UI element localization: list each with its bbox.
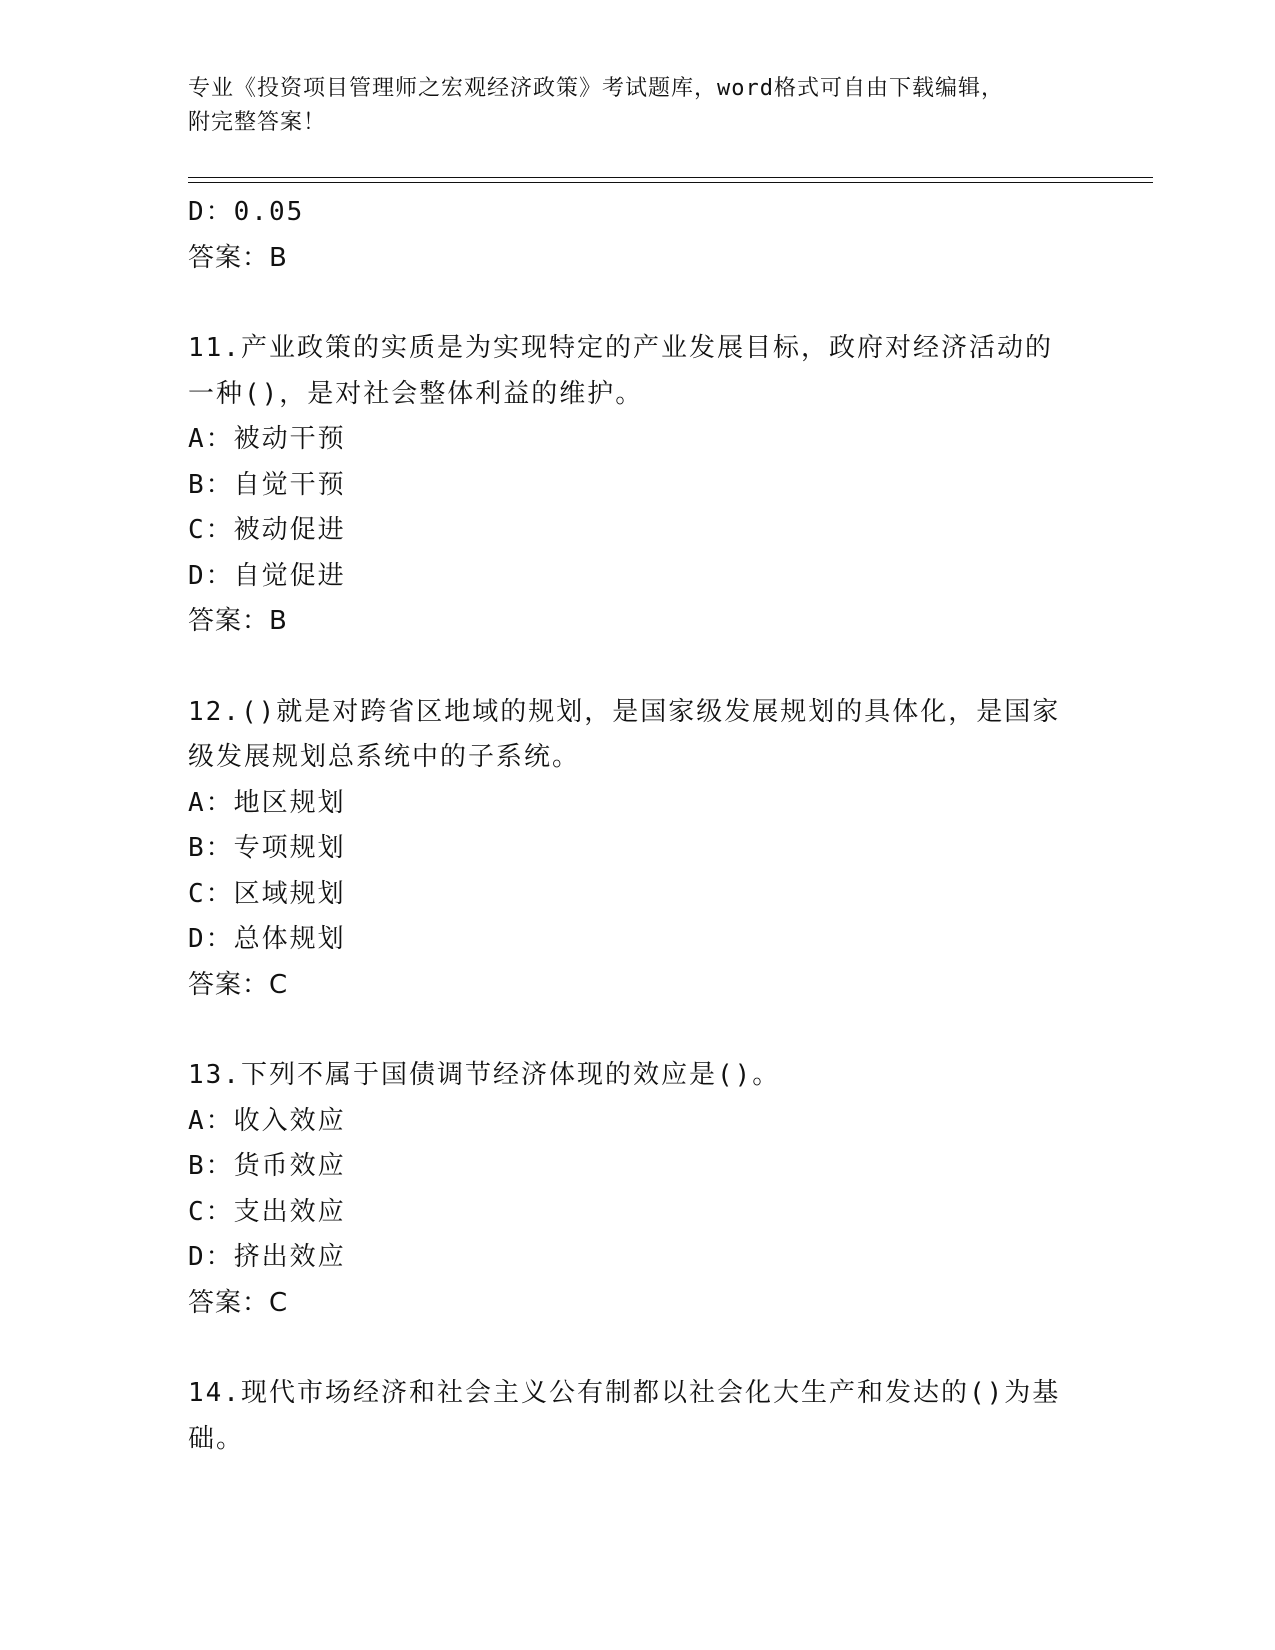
spacer — [188, 1326, 1088, 1371]
option-c: C：区域规划 — [188, 878, 346, 909]
previous-question-tail — [188, 190, 1088, 281]
option-b: B：货币效应 — [188, 1151, 346, 1181]
question-12 — [188, 690, 1088, 1009]
answer-line: 答案：B — [188, 242, 288, 273]
answer-line: 答案：C — [188, 1287, 289, 1318]
header-line-2: 附完整答案！ — [188, 110, 327, 135]
option-d: D：自觉促进 — [188, 560, 346, 591]
question-11 — [188, 326, 1088, 645]
option-c: C：被动促进 — [188, 515, 346, 545]
question-text-line-1: 11.产业政策的实质是为实现特定的产业发展目标，政府对经济活动的 — [188, 333, 1053, 363]
question-text-line-1: 13.下列不属于国债调节经济体现的效应是()。 — [188, 1060, 781, 1090]
answer-line: 答案：C — [188, 969, 289, 1000]
question-list — [188, 190, 1088, 1462]
header-rule-bottom — [188, 182, 1153, 183]
question-13 — [188, 1053, 1088, 1326]
spacer — [188, 1008, 1088, 1053]
spacer — [188, 645, 1088, 690]
option-d: D：挤出效应 — [188, 1242, 346, 1272]
header-rule-top — [188, 177, 1153, 178]
spacer — [188, 281, 1088, 326]
question-14 — [188, 1371, 1088, 1462]
question-text-line-1: 14.现代市场经济和社会主义公有制都以社会化大生产和发达的()为基 — [188, 1378, 1061, 1408]
option-a: A：收入效应 — [188, 1105, 346, 1136]
question-text-line-2: 础。 — [188, 1423, 245, 1454]
option-d: D：总体规划 — [188, 924, 346, 954]
option-b: B：自觉干预 — [188, 469, 346, 500]
option-a: A：地区规划 — [188, 787, 346, 818]
option-d: D：0.05 — [188, 197, 305, 227]
question-text-line-1: 12.()就是对跨省区地域的规划，是国家级发展规划的具体化，是国家 — [188, 696, 1061, 727]
header-line-1: 专业《投资项目管理师之宏观经济政策》考试题库，word格式可自由下载编辑， — [188, 76, 1004, 101]
question-text-line-2: 一种()，是对社会整体利益的维护。 — [188, 378, 644, 409]
option-c: C：支出效应 — [188, 1196, 346, 1227]
question-text-line-2: 级发展规划总系统中的子系统。 — [188, 742, 581, 772]
document-header — [188, 72, 1088, 140]
answer-line: 答案：B — [188, 606, 288, 636]
option-a: A：被动干预 — [188, 424, 346, 454]
option-b: B：专项规划 — [188, 833, 346, 863]
